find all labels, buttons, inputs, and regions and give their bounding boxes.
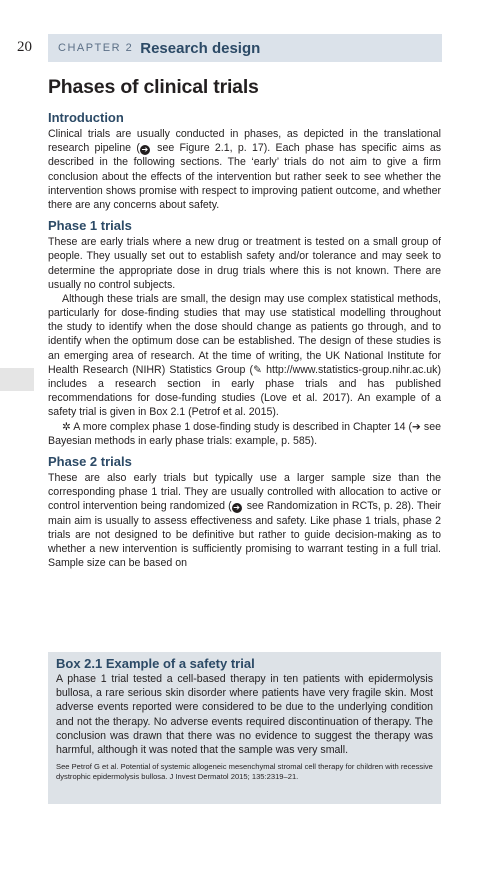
- paragraph: Clinical trials are usually conducted in phases, as depicted in the translational research pipeline ( ➔ see Figure 2.1, p. 17). Each phase has specific aims as described in the following sections. The ‘early’ trials do not aim to give a firm conclusion about the effects of the intervention but rather seek to see whether the intervention shows promise with respect to improving patient outcome, and whether there are any concerns about safety.: [48, 128, 442, 211]
- paragraph: ✲ A more complex phase 1 dose-finding study is described in Chapter 14 (➔ see Bayesian methods in early phase trials: example, p. 585).: [48, 420, 441, 447]
- main-content: [48, 76, 441, 576]
- chapter-label: CHAPTER 2: [58, 42, 134, 54]
- gear-icon: ✲: [62, 420, 71, 433]
- section-phase-2: [48, 454, 441, 570]
- box-2-1: [48, 652, 441, 804]
- box-reference: See Petrof G et al. Potential of systemic allogeneic mesenchymal stromal cell therapy for children with recessive dystrophic epidermolysis bullosa. J Invest Dermatol 2015; 135:2319–21.: [56, 762, 433, 782]
- paragraph: Although these trials are small, the design may use complex statistical methods, particularly for dose-finding studies that may use statistical modelling throughout the study to identify when the dose should change as patients go through, and to identify when the optimum dose can be established. The design of these studies is an emerging area of research. At the time of writing, the UK National Institute for Health Research (NIHR) Statistics Group (✎ http://www.statistics-group.nihr.ac.uk) includes a research section in early phase trials and has published recommendations for dose-funding studies (Love et al. 2017). An example of a safety trial is given in Box 2.1 (Petrof et al. 2015).: [48, 292, 441, 419]
- section-introduction: [48, 110, 441, 212]
- cross-reference-arrow-icon: ➔: [141, 145, 149, 155]
- section-heading: Introduction: [48, 110, 124, 125]
- chapter-title: Research design: [140, 39, 261, 57]
- page-title: Phases of clinical trials: [48, 76, 259, 98]
- box-title: Box 2.1 Example of a safety trial: [56, 656, 255, 671]
- cross-reference-arrow-icon: ➔: [233, 503, 240, 513]
- page-number: 20: [17, 39, 32, 55]
- thumb-tab: [0, 368, 34, 391]
- paragraph: These are early trials where a new drug or treatment is tested on a small group of people. They usually set out to establish safety and/or tolerance and may seek to determine the appropriate dose in drug trials where this is not known. There are usually no control subjects.: [48, 236, 441, 291]
- section-heading: Phase 2 trials: [48, 453, 132, 469]
- running-header: [48, 34, 442, 62]
- paragraph: These are also early trials but typically use a larger sample size than the corresponding phase 1 trial. They are usually controlled with allocation to active or control intervention being randomized ( ➔ see Randomization in RCTs, p. 28). Their main aim is usually to assess effectiveness and safety. Like phase 1 trials, phase 2 trials are not designed to be definitive but rather to guide decision-making as to whether a new intervention is sufficiently promising to warrant testing in a full trial. Sample size can be based on: [48, 471, 442, 570]
- box-body: A phase 1 trial tested a cell-based therapy in ten patients with epidermolysis bullosa, a rare serious skin disorder where patients have very fragile skin. Most adverse events reported were considered to be due to the underlying condition and not the therapy. No adverse events required discontinuation of therapy. The conclusion was drawn that there was no evidence to suggest the therapy was harmful, although it was noted that the sample was very small.: [56, 673, 433, 756]
- section-phase-1: [48, 218, 441, 448]
- section-heading: Phase 1 trials: [48, 218, 132, 234]
- web-link-icon: ✎: [253, 363, 262, 376]
